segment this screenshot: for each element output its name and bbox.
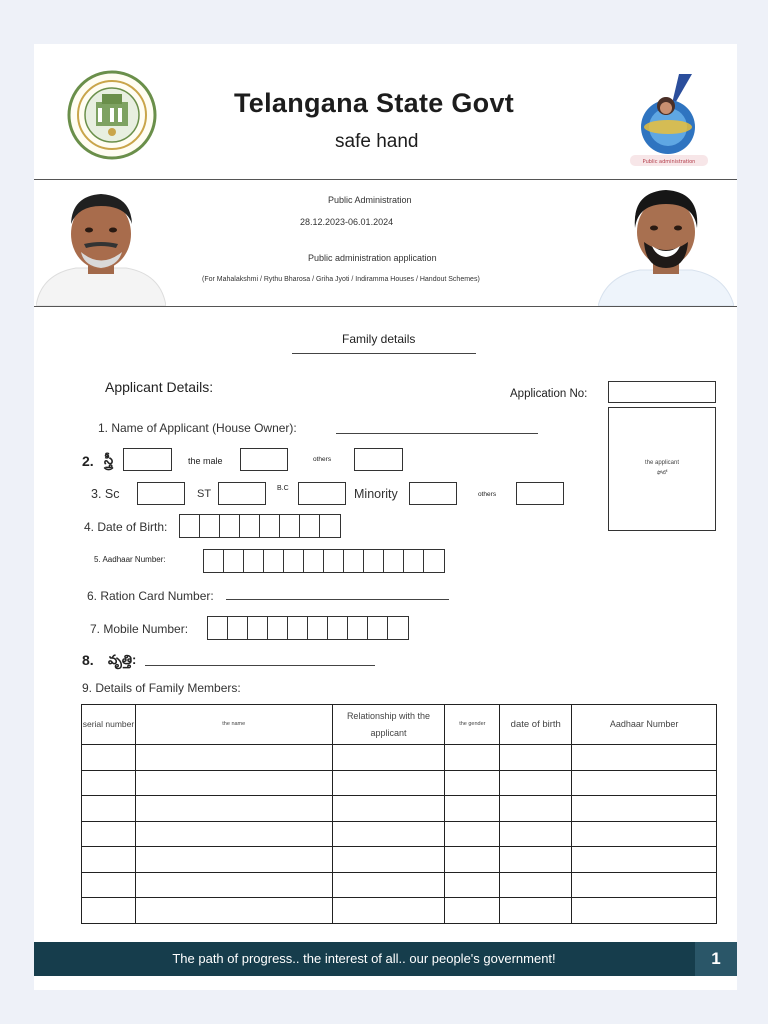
table-header-row (82, 705, 717, 745)
q4-dob-cells[interactable] (179, 514, 341, 538)
q5-aadhaar-label: 5. Aadhaar Number: (94, 555, 166, 564)
table-cell[interactable] (445, 745, 500, 771)
table-cell[interactable] (135, 872, 332, 898)
q3-minority-label: Minority (354, 487, 398, 501)
table-cell[interactable] (500, 847, 572, 873)
banner-application-title: Public administration application (308, 253, 437, 263)
table-cell[interactable] (332, 745, 445, 771)
table-cell[interactable] (332, 898, 445, 924)
right-portrait-photo (598, 184, 734, 306)
table-cell[interactable] (572, 796, 717, 822)
col-header-aadhaar: Aadhaar Number (572, 705, 717, 745)
application-no-field[interactable] (608, 381, 716, 403)
table-cell[interactable] (135, 898, 332, 924)
photo-box-sublabel: ఫోటో (656, 470, 668, 476)
table-cell[interactable] (82, 745, 136, 771)
q3-sc-label: 3. Sc (91, 487, 120, 501)
page-subtitle: safe hand (335, 131, 419, 152)
q9-family-members-label: 9. Details of Family Members: (82, 681, 241, 695)
q1-applicant-name-label: 1. Name of Applicant (House Owner): (98, 421, 297, 435)
footer-slogan: The path of progress.. the interest of all.. our people's government! (172, 951, 556, 966)
table-cell[interactable] (332, 847, 445, 873)
table-cell[interactable] (332, 796, 445, 822)
col-header-serial: serial number (82, 705, 136, 745)
table-cell[interactable] (500, 745, 572, 771)
table-row (82, 770, 717, 796)
q2-female-label: స్త్రీ (104, 452, 114, 467)
applicant-details-heading: Applicant Details: (105, 379, 214, 395)
q8-occupation-field[interactable] (145, 665, 375, 666)
col-header-name: the name (135, 705, 332, 745)
q6-ration-card-label: 6. Ration Card Number: (87, 589, 214, 603)
q3-others-label: others (478, 491, 497, 498)
table-cell[interactable] (572, 821, 717, 847)
table-cell[interactable] (82, 770, 136, 796)
section-title: Family details (342, 332, 416, 346)
table-row (82, 821, 717, 847)
table-row (82, 745, 717, 771)
page-number: 1 (695, 942, 737, 976)
table-cell[interactable] (82, 796, 136, 822)
q3-bc-box[interactable] (298, 482, 346, 505)
table-cell[interactable] (135, 847, 332, 873)
table-row (82, 796, 717, 822)
banner-dates: 28.12.2023-06.01.2024 (300, 217, 394, 227)
table-cell[interactable] (445, 847, 500, 873)
q7-mobile-label: 7. Mobile Number: (90, 622, 189, 636)
table-cell[interactable] (572, 898, 717, 924)
application-no-label: Application No: (510, 388, 588, 400)
table-row (82, 847, 717, 873)
table-cell[interactable] (332, 821, 445, 847)
table-cell[interactable] (135, 796, 332, 822)
q4-dob-label: 4. Date of Birth: (84, 520, 168, 534)
table-cell[interactable] (500, 796, 572, 822)
table-cell[interactable] (445, 796, 500, 822)
table-cell[interactable] (572, 872, 717, 898)
q3-st-box[interactable] (218, 482, 266, 505)
left-portrait-photo (36, 184, 166, 306)
q3-minority-box[interactable] (409, 482, 457, 505)
q5-aadhaar-cells[interactable] (203, 549, 445, 573)
q7-mobile-cells[interactable] (207, 616, 409, 640)
q1-applicant-name-field[interactable] (336, 433, 538, 434)
q6-ration-card-field[interactable] (226, 599, 449, 600)
table-cell[interactable] (572, 745, 717, 771)
table-row (82, 898, 717, 924)
table-cell[interactable] (500, 770, 572, 796)
footer-bar (34, 942, 737, 976)
table-cell[interactable] (135, 821, 332, 847)
q3-others-box[interactable] (516, 482, 564, 505)
table-cell[interactable] (500, 821, 572, 847)
table-cell[interactable] (332, 872, 445, 898)
table-cell[interactable] (332, 770, 445, 796)
q2-others-label: others (313, 456, 332, 463)
applicant-photo-box[interactable] (608, 407, 716, 531)
table-cell[interactable] (135, 770, 332, 796)
table-cell[interactable] (135, 745, 332, 771)
q8-occupation-label: వృత్తి: (108, 652, 137, 667)
table-cell[interactable] (445, 872, 500, 898)
telangana-emblem-logo (64, 70, 160, 160)
table-cell[interactable] (572, 847, 717, 873)
table-cell[interactable] (82, 847, 136, 873)
q2-male-box[interactable] (240, 448, 288, 471)
section-title-underline (292, 353, 476, 354)
table-cell[interactable] (82, 821, 136, 847)
banner-schemes: (For Mahalakshmi / Rythu Bharosa / Griha Jyoti / Indiramma Houses / Handout Schemes) (202, 276, 480, 283)
q2-male-label: the male (188, 456, 223, 466)
col-header-relationship: Relationship with the applicant (332, 705, 445, 745)
family-members-table (81, 704, 717, 924)
q3-sc-box[interactable] (137, 482, 185, 505)
guarantees-logo (624, 72, 714, 168)
q3-bc-label: B.C (277, 485, 289, 492)
q8-number: 8. (82, 652, 94, 668)
table-cell[interactable] (445, 898, 500, 924)
table-cell[interactable] (82, 872, 136, 898)
svg-text:Public administration: Public administration (642, 159, 696, 165)
table-cell[interactable] (572, 770, 717, 796)
table-cell[interactable] (82, 898, 136, 924)
q2-others-box[interactable] (354, 448, 403, 471)
q2-female-box[interactable] (123, 448, 172, 471)
q3-st-label: ST (197, 488, 212, 500)
page-title: Telangana State Govt (234, 88, 515, 118)
q2-number: 2. (82, 453, 94, 469)
photo-box-label: the applicant (644, 460, 680, 466)
table-cell[interactable] (445, 821, 500, 847)
application-form-page (34, 44, 737, 990)
table-cell[interactable] (500, 898, 572, 924)
col-header-dob: date of birth (500, 705, 572, 745)
col-header-gender: the gender (445, 705, 500, 745)
table-cell[interactable] (445, 770, 500, 796)
banner-department: Public Administration (328, 195, 412, 205)
table-row (82, 872, 717, 898)
table-cell[interactable] (500, 872, 572, 898)
